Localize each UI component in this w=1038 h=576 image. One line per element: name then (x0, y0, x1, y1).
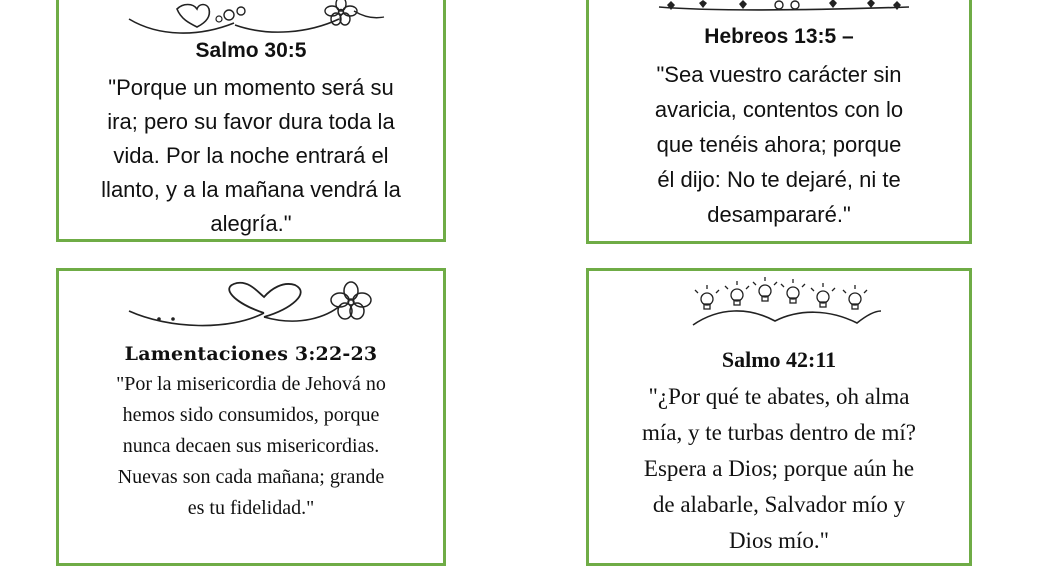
heart-flower-doodle-icon (59, 0, 443, 37)
verse-line: Nuevas son cada mañana; grande (117, 466, 385, 488)
card-verse (67, 369, 435, 524)
verse-line: que tenéis ahora; porque (656, 132, 902, 157)
verse-card-lamentaciones-3-22-23 (56, 268, 446, 566)
verse-line: ira; pero su favor dura toda la (107, 109, 395, 134)
verse-line: mía, y te turbas dentro de mí? (641, 420, 916, 445)
verse-line: él dijo: No te dejaré, ni te (657, 167, 901, 192)
verse-card-salmo-42-11 (586, 268, 972, 566)
verse-line: alegría." (210, 211, 292, 236)
verse-line: "Por la misericordia de Jehová no (116, 373, 386, 395)
card-title: Lamentaciones 3:22-23 (124, 343, 378, 365)
verse-line: llanto, y a la mañana vendrá la (101, 177, 401, 202)
verse-line: hemos sido consumidos, porque (122, 404, 380, 426)
heart-flower-doodle-icon (59, 271, 443, 341)
verse-line: Espera a Dios; porque aún he (643, 456, 915, 481)
verse-line: de alabarle, Salvador mío y (652, 492, 906, 517)
verse-card-hebreos-13-5 (586, 0, 972, 244)
verse-card-salmo-30-5 (56, 0, 446, 242)
verse-line: desampararé." (707, 202, 851, 227)
verse-line: vida. Por la noche entrará el (113, 143, 389, 168)
card-verse (595, 57, 963, 232)
verse-line: "Sea vuestro carácter sin (656, 62, 902, 87)
verse-line: avaricia, contentos con lo (654, 97, 904, 122)
lightbulbs-string-doodle-icon (589, 271, 969, 335)
card-title: Salmo 42:11 (721, 347, 837, 372)
hearts-vine-doodle-icon (589, 0, 969, 21)
verse-line: "Porque un momento será su (108, 75, 394, 100)
card-title: Salmo 30:5 (195, 39, 307, 62)
card-title: Hebreos 13:5 – (704, 25, 854, 48)
verse-line: Dios mío." (728, 528, 830, 553)
verse-line: "¿Por qué te abates, oh alma (648, 384, 910, 409)
card-verse (595, 379, 963, 559)
verse-line: nunca decaen sus misericordias. (122, 435, 380, 457)
card-verse (65, 71, 437, 241)
verse-line: es tu fidelidad." (187, 497, 315, 519)
